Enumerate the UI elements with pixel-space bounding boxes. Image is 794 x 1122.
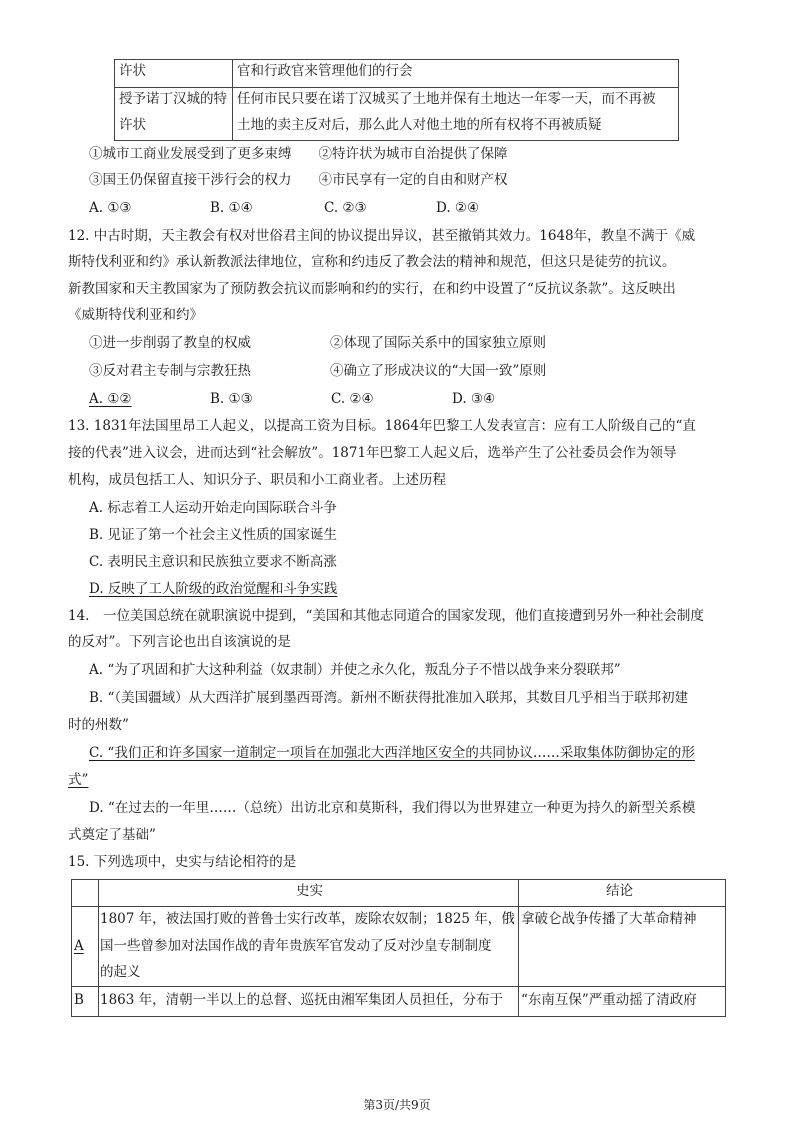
- answer-option-c-cont: 式”: [68, 772, 89, 788]
- question-stem: 斯特伐利亚和约》承认新教派法律地位，宣称和约违反了教会法的精神和规范，但这只是徒劳的抗议。: [68, 254, 676, 270]
- answer-option-d: D. 反映了工人阶级的政治觉醒和斗争实践: [89, 581, 338, 597]
- question-stem: 14. 一位美国总统在就职演说中提到，“美国和其他志同道合的国家发现，他们直接遭到另外一种社会制度: [68, 608, 704, 624]
- table-cell: 1807 年，被法国打败的普鲁士实行改革，废除农奴制；1825 年，俄: [100, 911, 515, 927]
- table-divider: [115, 87, 678, 88]
- table-cell: 国一些曾参加对法国作战的青年贵族军官发动了反对沙皇专制制度: [100, 938, 492, 954]
- statement-item: ②体现了国际关系中的国家独立原则: [330, 335, 546, 351]
- question-stem: 15. 下列选项中，史实与结论相符的是: [68, 854, 297, 870]
- answer-option-d-cont: 式奠定了基础”: [68, 827, 156, 843]
- answer-option-b: B. ①③: [210, 391, 253, 407]
- answer-option-a: A. 标志着工人运动开始走向国际联合斗争: [89, 500, 337, 516]
- answer-option-c: C. ②④: [331, 391, 374, 407]
- answer-option-b: B. “（美国疆域）从大西洋扩展到墨西哥湾。新州不断获得批准加入联邦，其数目几乎相当于联邦初建: [89, 690, 689, 706]
- table-cell: “东南互保”严重动摇了清政府: [521, 992, 697, 1008]
- table-cell: 任何市民只要在诺丁汉城买了土地并保有土地达一年零一天，而不再被: [237, 91, 656, 107]
- answer-option-a: A. “为了巩固和扩大这种利益（奴隶制）并使之永久化，叛乱分子不惜以战争来分裂联邦”: [89, 662, 621, 678]
- row-label: A: [74, 938, 84, 954]
- question-stem: 新教国家和天主教国家为了预防教会抗议而影响和约的实行，在和约中设置了“反抗议条款”。这反映出: [68, 281, 676, 297]
- answer-option-a: A. ①②: [89, 391, 132, 407]
- table-cell: 许状: [119, 63, 146, 79]
- answer-option-c: C. 表明民主意识和民族独立要求不断高涨: [89, 554, 337, 570]
- answer-option-d: D. ②④: [436, 200, 480, 216]
- question-stem: 《威斯特伐利亚和约》: [68, 307, 203, 323]
- answer-option-d: D. “在过去的一年里……（总统）出访北京和莫斯科，我们得以为世界建立一种更为持久的新型关系模: [89, 800, 696, 816]
- statement-item: ③反对君主专制与宗教狂热: [89, 363, 251, 379]
- statement-line: ③国王仍保留直接干涉行会的权力 ④市民享有一定的自由和财产权: [89, 172, 508, 188]
- answer-option-d: D. ③④: [452, 391, 496, 407]
- question-stem: 接的代表”进入议会，进而达到“社会解放”。1871年巴黎工人起义后，选举产生了公社委员会作为领导: [68, 445, 677, 461]
- table-cell: 土地的卖主反对后，那么此人对他土地的所有权将不再被质疑: [237, 117, 602, 133]
- question-stem: 13. 1831年法国里昂工人起义，以提高工资为目标。1864年巴黎工人发表宣言：应有工人阶级自己的“直: [68, 418, 696, 434]
- table-divider: [72, 906, 725, 907]
- table-header-fact: 史实: [296, 883, 323, 899]
- statement-item: ④确立了形成决议的“大国一致”原则: [330, 363, 547, 379]
- answer-option-c: C. ②③: [324, 200, 367, 216]
- answer-option-b: B. 见证了第一个社会主义性质的国家诞生: [89, 527, 338, 543]
- statement-item: ①进一步削弱了教皇的权威: [89, 335, 251, 351]
- table-cell: 许状: [119, 117, 146, 133]
- table-cell: 授予诺丁汉城的特: [119, 91, 227, 107]
- table-header-conclusion: 结论: [606, 883, 633, 899]
- answer-option-b: B. ①④: [210, 200, 253, 216]
- table-cell: 1863 年，清朝一半以上的总督、巡抚由湘军集团人员担任，分布于: [100, 992, 504, 1008]
- table-cell: 官和行政官来管理他们的行会: [237, 63, 413, 79]
- table-divider: [98, 880, 99, 1016]
- question-stem: 机构，成员包括工人、知识分子、职员和小工商业者。上述历程: [68, 472, 446, 488]
- table-divider: [518, 880, 519, 1016]
- statement-line: ①城市工商业发展受到了更多束缚 ②特许状为城市自治提供了保障: [89, 146, 508, 162]
- answer-option-b-cont: 时的州数”: [68, 717, 129, 733]
- table-divider: [72, 986, 725, 987]
- question-stem: 12. 中古时期，天主教会有权对世俗君主间的协议提出异议，甚至撤销其效力。1648年，教皇不满于《威: [68, 228, 696, 244]
- table-divider: [232, 60, 233, 140]
- table-cell: 拿破仑战争传播了大革命精神: [521, 911, 697, 927]
- row-label: B: [74, 992, 84, 1008]
- question-stem: 的反对”。下列言论也出自该演说的是: [68, 634, 291, 650]
- page-number: 第3页/共9页: [363, 1098, 431, 1112]
- answer-option-c: C. “我们正和许多国家一道制定一项旨在加强北大西洋地区安全的共同协议……采取集体防御协定的形: [89, 745, 695, 761]
- answer-option-a: A. ①③: [89, 200, 132, 216]
- table-cell: 的起义: [100, 964, 141, 980]
